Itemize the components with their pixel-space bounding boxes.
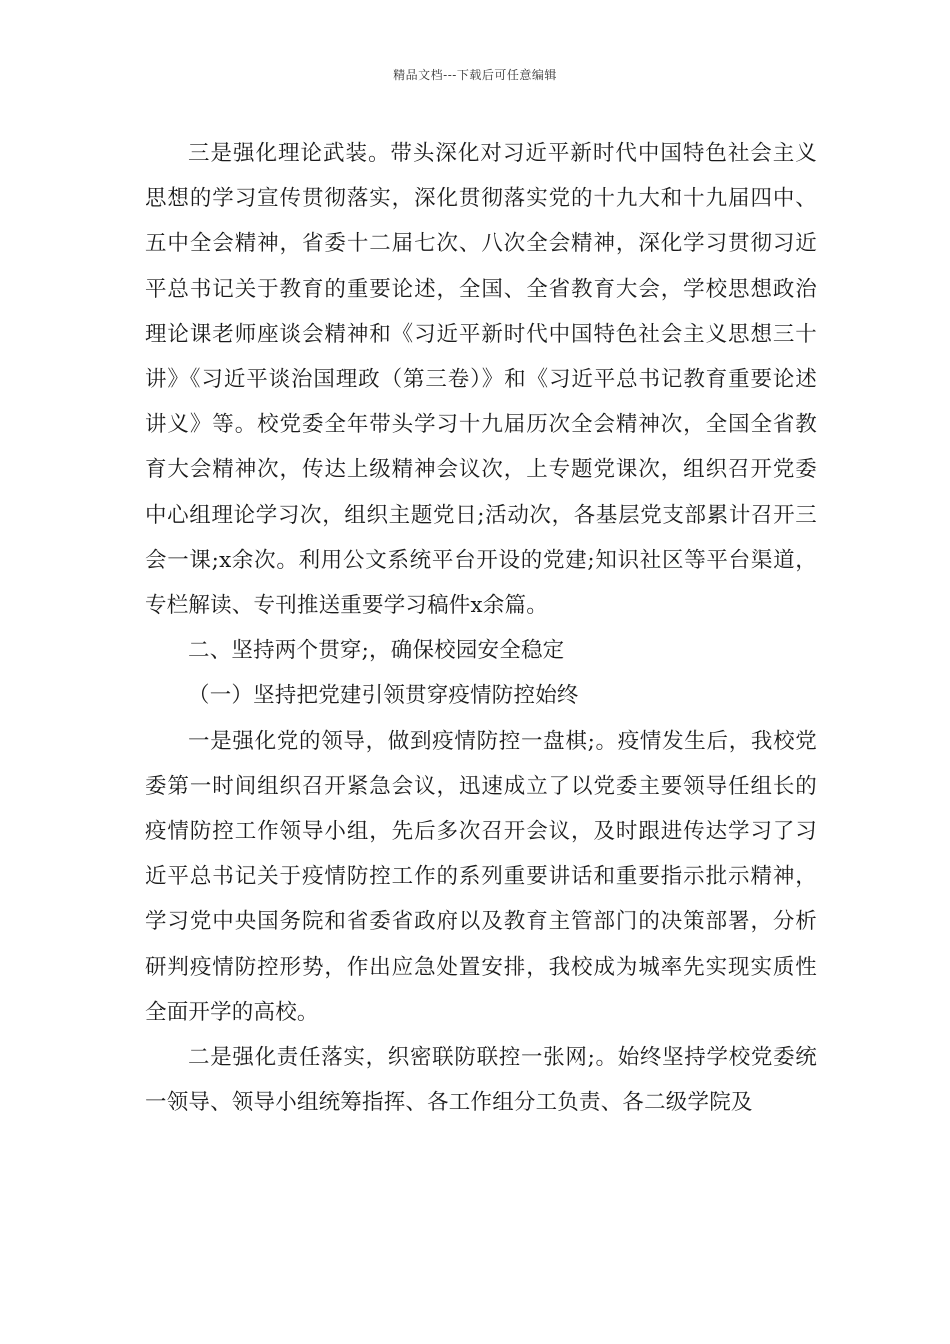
paragraph-responsibility: 二是强化责任落实，织密联防联控一张网;。始终坚持学校党委统一领导、领导小组统筹指挥、各工作组分工负责、各二级学院及 <box>145 1045 817 1116</box>
paragraph-strengthen-leadership: 一是强化党的领导，做到疫情防控一盘棋;。疫情发生后，我校党委第一时间组织召开紧急会议，迅速成立了以党委主要领导任组长的疫情防控工作领导小组，先后多次召开会议，及时跟进传达学习了习近平总书记关于疫情防控工作的系列重要讲话和重要指示批示精神，学习党中央国务院和省委省政府以及教育主管部门的决策部署，分析研判疫情防控形势，作出应急处置安排，我校成为城率先实现实质性全面开学的高校。 <box>145 728 817 1025</box>
section-heading-two-throughs: 二、坚持两个贯穿;，确保校园安全稳定 <box>188 638 565 664</box>
paragraph-theory-arming: 三是强化理论武装。带头深化对习近平新时代中国特色社会主义思想的学习宣传贯彻落实，深化贯彻落实党的十九大和十九届四中、五中全会精神，省委十二届七次、八次全会精神，深化学习贯彻习近平总书记关于教育的重要论述，全国、全省教育大会，学校思想政治理论课老师座谈会精神和《习近平新时代中国特色社会主义思想三十讲》《习近平谈治国理政（第三卷）》和《习近平总书记教育重要论述讲义》等。校党委全年带头学习十九届历次全会精神次，全国全省教育大会精神次，传达上级精神会议次，上专题党课次，组织召开党委中心组理论学习次，组织主题党日;活动次，各基层党支部累计召开三会一课;x余次。利用公文系统平台开设的党建;知识社区等平台渠道，专栏解读、专刊推送重要学习稿件x余篇。 <box>145 141 817 619</box>
subsection-heading-party-leadership: （一）坚持把党建引领贯穿疫情防控始终 <box>188 683 579 709</box>
page-header: 精品文档---下载后可任意编辑 <box>393 68 557 82</box>
document-body <box>145 131 817 1125</box>
